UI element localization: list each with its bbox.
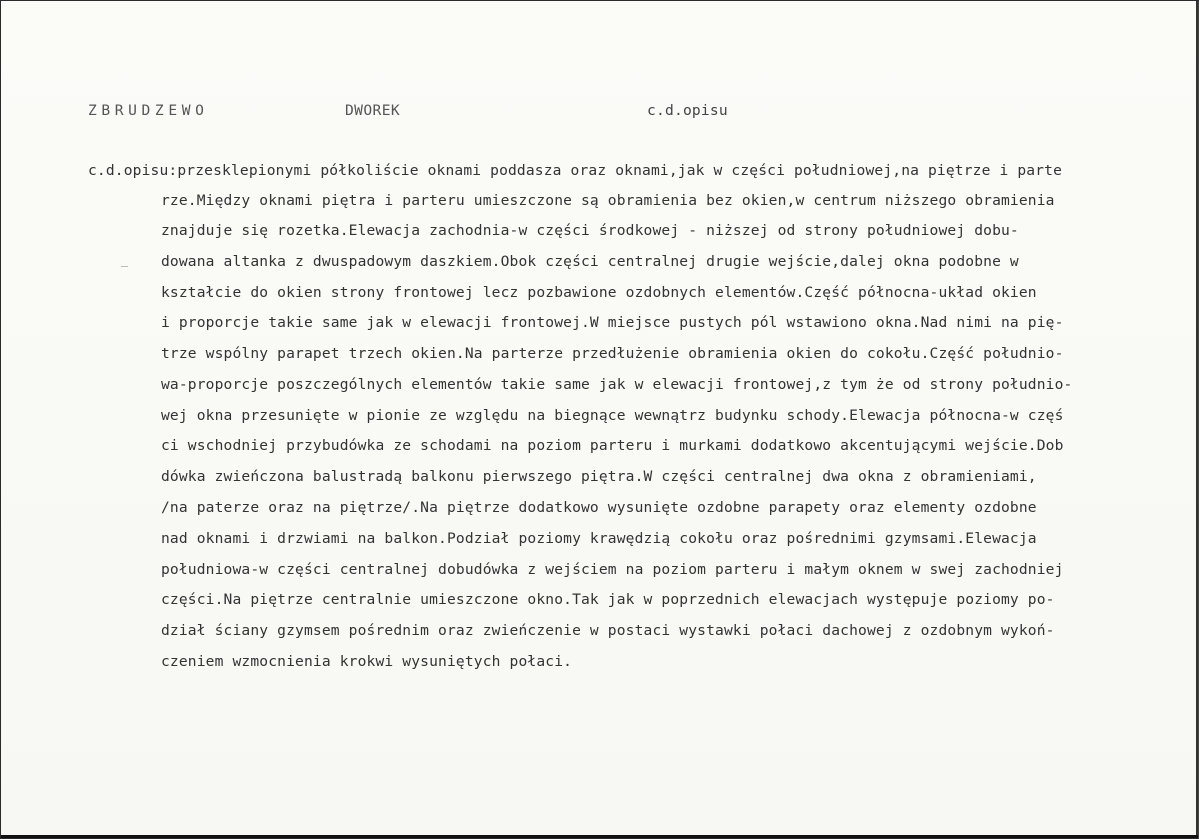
text-line: znajduje się rozetka.Elewacja zachodnia-w części środkowej - niższej od strony południowej dobu- bbox=[161, 222, 1019, 239]
text-line: wa-proporcje poszczególnych elementów takie same jak w elewacji frontowej,z tym że od strony południo- bbox=[161, 376, 1073, 393]
text-line: trze wspólny parapet trzech okien.Na parterze przedłużenie obramienia okien do cokołu.Część południo- bbox=[161, 345, 1064, 362]
page-right-edge bbox=[1196, 1, 1198, 838]
text-line: czeniem wzmocnienia krokwi wysuniętych połaci. bbox=[161, 653, 573, 670]
text-line: dział ściany gzymsem pośrednim oraz zwieńczenie w postaci wystawki połaci dachowej z ozdobnym wykoń- bbox=[161, 622, 1055, 639]
text-line: kształcie do okien strony frontowej lecz pozbawione ozdobnych elementów.Część północna-układ okien bbox=[161, 284, 1037, 301]
text-line: południowa-w części centralnej dobudówka z wejściem na poziom parteru i małym oknem w swej zachodniej bbox=[161, 561, 1064, 578]
text-line: dówka zwieńczona balustradą balkonu pierwszego piętra.W części centralnej dwa okna z obramieniami, bbox=[161, 468, 1037, 485]
text-line: nad oknami i drzwiami na balkon.Podział poziomy krawędzią cokołu oraz pośrednimi gzymsami.Elewacja bbox=[161, 530, 1037, 547]
text-line: rze.Między oknami piętra i parteru umieszczone są obramienia bez okien,w centrum niższego obramienia bbox=[161, 192, 1055, 209]
text-line: wej okna przesunięte w pionie ze względu na biegnące wewnątrz budynku schody.Elewacja północna-w częś bbox=[161, 407, 1064, 424]
text-line: /na paterze oraz na piętrze/.Na piętrze dodatkowo wysunięte ozdobne parapety oraz elementy ozdobne bbox=[161, 499, 1037, 516]
text-line: ci wschodniej przybudówka ze schodami na poziom parteru i murkami dodatkowo akcentującymi wejście.Dob bbox=[161, 437, 1064, 454]
header-object-name: DWOREK bbox=[345, 102, 401, 119]
margin-mark bbox=[121, 266, 128, 267]
header-continuation: c.d.opisu bbox=[647, 102, 728, 119]
text-line: c.d.opisu:przesklepionymi półkoliście oknami poddasza oraz oknami,jak w części południowej,na piętrze i parte bbox=[88, 162, 1063, 179]
header-place-name: ZBRUDZEWO bbox=[88, 102, 209, 119]
text-line: dowana altanka z dwuspadowym daszkiem.Obok części centralnej drugie wejście,dalej okna podobne w bbox=[161, 253, 1019, 270]
page-bottom-edge bbox=[1, 835, 1198, 838]
text-line: i proporcje takie same jak w elewacji frontowej.W miejsce pustych pól wstawiono okna.Nad nimi na pię- bbox=[161, 314, 1064, 331]
text-line: części.Na piętrze centralnie umieszczone okno.Tak jak w poprzednich elewacjach występuje poziomy po- bbox=[161, 591, 1055, 608]
